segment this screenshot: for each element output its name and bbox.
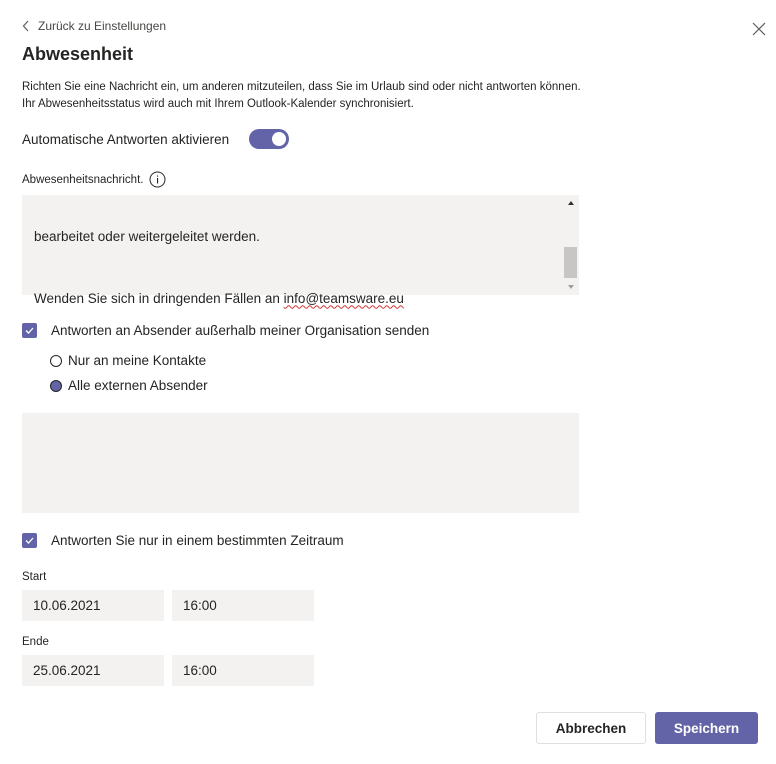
auto-reply-toggle[interactable] — [249, 129, 289, 149]
end-date-field[interactable]: 25.06.2021 — [22, 655, 164, 686]
toggle-knob — [272, 132, 286, 146]
message-line-1: bearbeitet oder weitergeleitet werden. — [34, 229, 260, 244]
cancel-button[interactable]: Abbrechen — [536, 712, 646, 744]
external-senders-row — [22, 323, 429, 338]
radio-button-selected[interactable] — [50, 380, 62, 392]
message-textarea[interactable] — [22, 195, 579, 306]
message-line-2 — [34, 289, 404, 310]
back-to-settings-link[interactable] — [22, 19, 166, 33]
auto-reply-row — [22, 129, 289, 149]
message-line-2-text: Wenden Sie sich in dringenden Fällen an — [34, 290, 284, 306]
radio-all-external[interactable] — [50, 378, 208, 393]
checkmark-icon — [24, 325, 35, 336]
chevron-left-icon — [22, 20, 30, 32]
radio-contacts-label: Nur an meine Kontakte — [68, 353, 207, 368]
back-link-label: Zurück zu Einstellungen — [38, 19, 167, 33]
external-message-textarea[interactable] — [22, 413, 579, 513]
save-button[interactable]: Speichern — [655, 712, 758, 744]
start-time-field[interactable]: 16:00 — [172, 590, 314, 621]
external-senders-label: Antworten an Absender außerhalb meiner Organisation senden — [51, 323, 430, 338]
page-title: Abwesenheit — [22, 44, 134, 64]
page-description — [22, 79, 722, 113]
radio-all-label: Alle externen Absender — [68, 378, 208, 393]
message-label: Abwesenheitsnachricht. — [22, 173, 144, 186]
start-date-field[interactable]: 10.06.2021 — [22, 590, 164, 621]
close-icon[interactable] — [750, 20, 768, 38]
end-time-field[interactable]: 16:00 — [172, 655, 314, 686]
description-line-2: Ihr Abwesenheitsstatus wird auch mit Ihrem Outlook-Kalender synchronisiert. — [22, 98, 414, 110]
scroll-thumb[interactable] — [564, 247, 577, 278]
description-line-1: Richten Sie eine Nachricht ein, um anderen mitzuteilen, dass Sie im Urlaub sind oder nicht antworten können. — [22, 81, 581, 93]
radio-button[interactable] — [50, 355, 62, 367]
message-email: info@teamsware.eu — [283, 290, 404, 306]
scroll-up-arrow-icon[interactable] — [568, 201, 574, 205]
auto-reply-label: Automatische Antworten aktivieren — [22, 131, 230, 147]
external-senders-checkbox[interactable] — [22, 323, 37, 338]
checkmark-icon — [24, 535, 35, 546]
radio-contacts-only[interactable] — [50, 353, 206, 368]
end-label: Ende — [22, 636, 49, 648]
timeframe-label: Antworten Sie nur in einem bestimmten Zeitraum — [51, 533, 344, 548]
timeframe-checkbox[interactable] — [22, 533, 37, 548]
timeframe-row — [22, 533, 344, 548]
message-scrollbar[interactable] — [562, 195, 579, 295]
start-label: Start — [22, 571, 47, 583]
scroll-down-arrow-icon[interactable] — [568, 285, 574, 289]
